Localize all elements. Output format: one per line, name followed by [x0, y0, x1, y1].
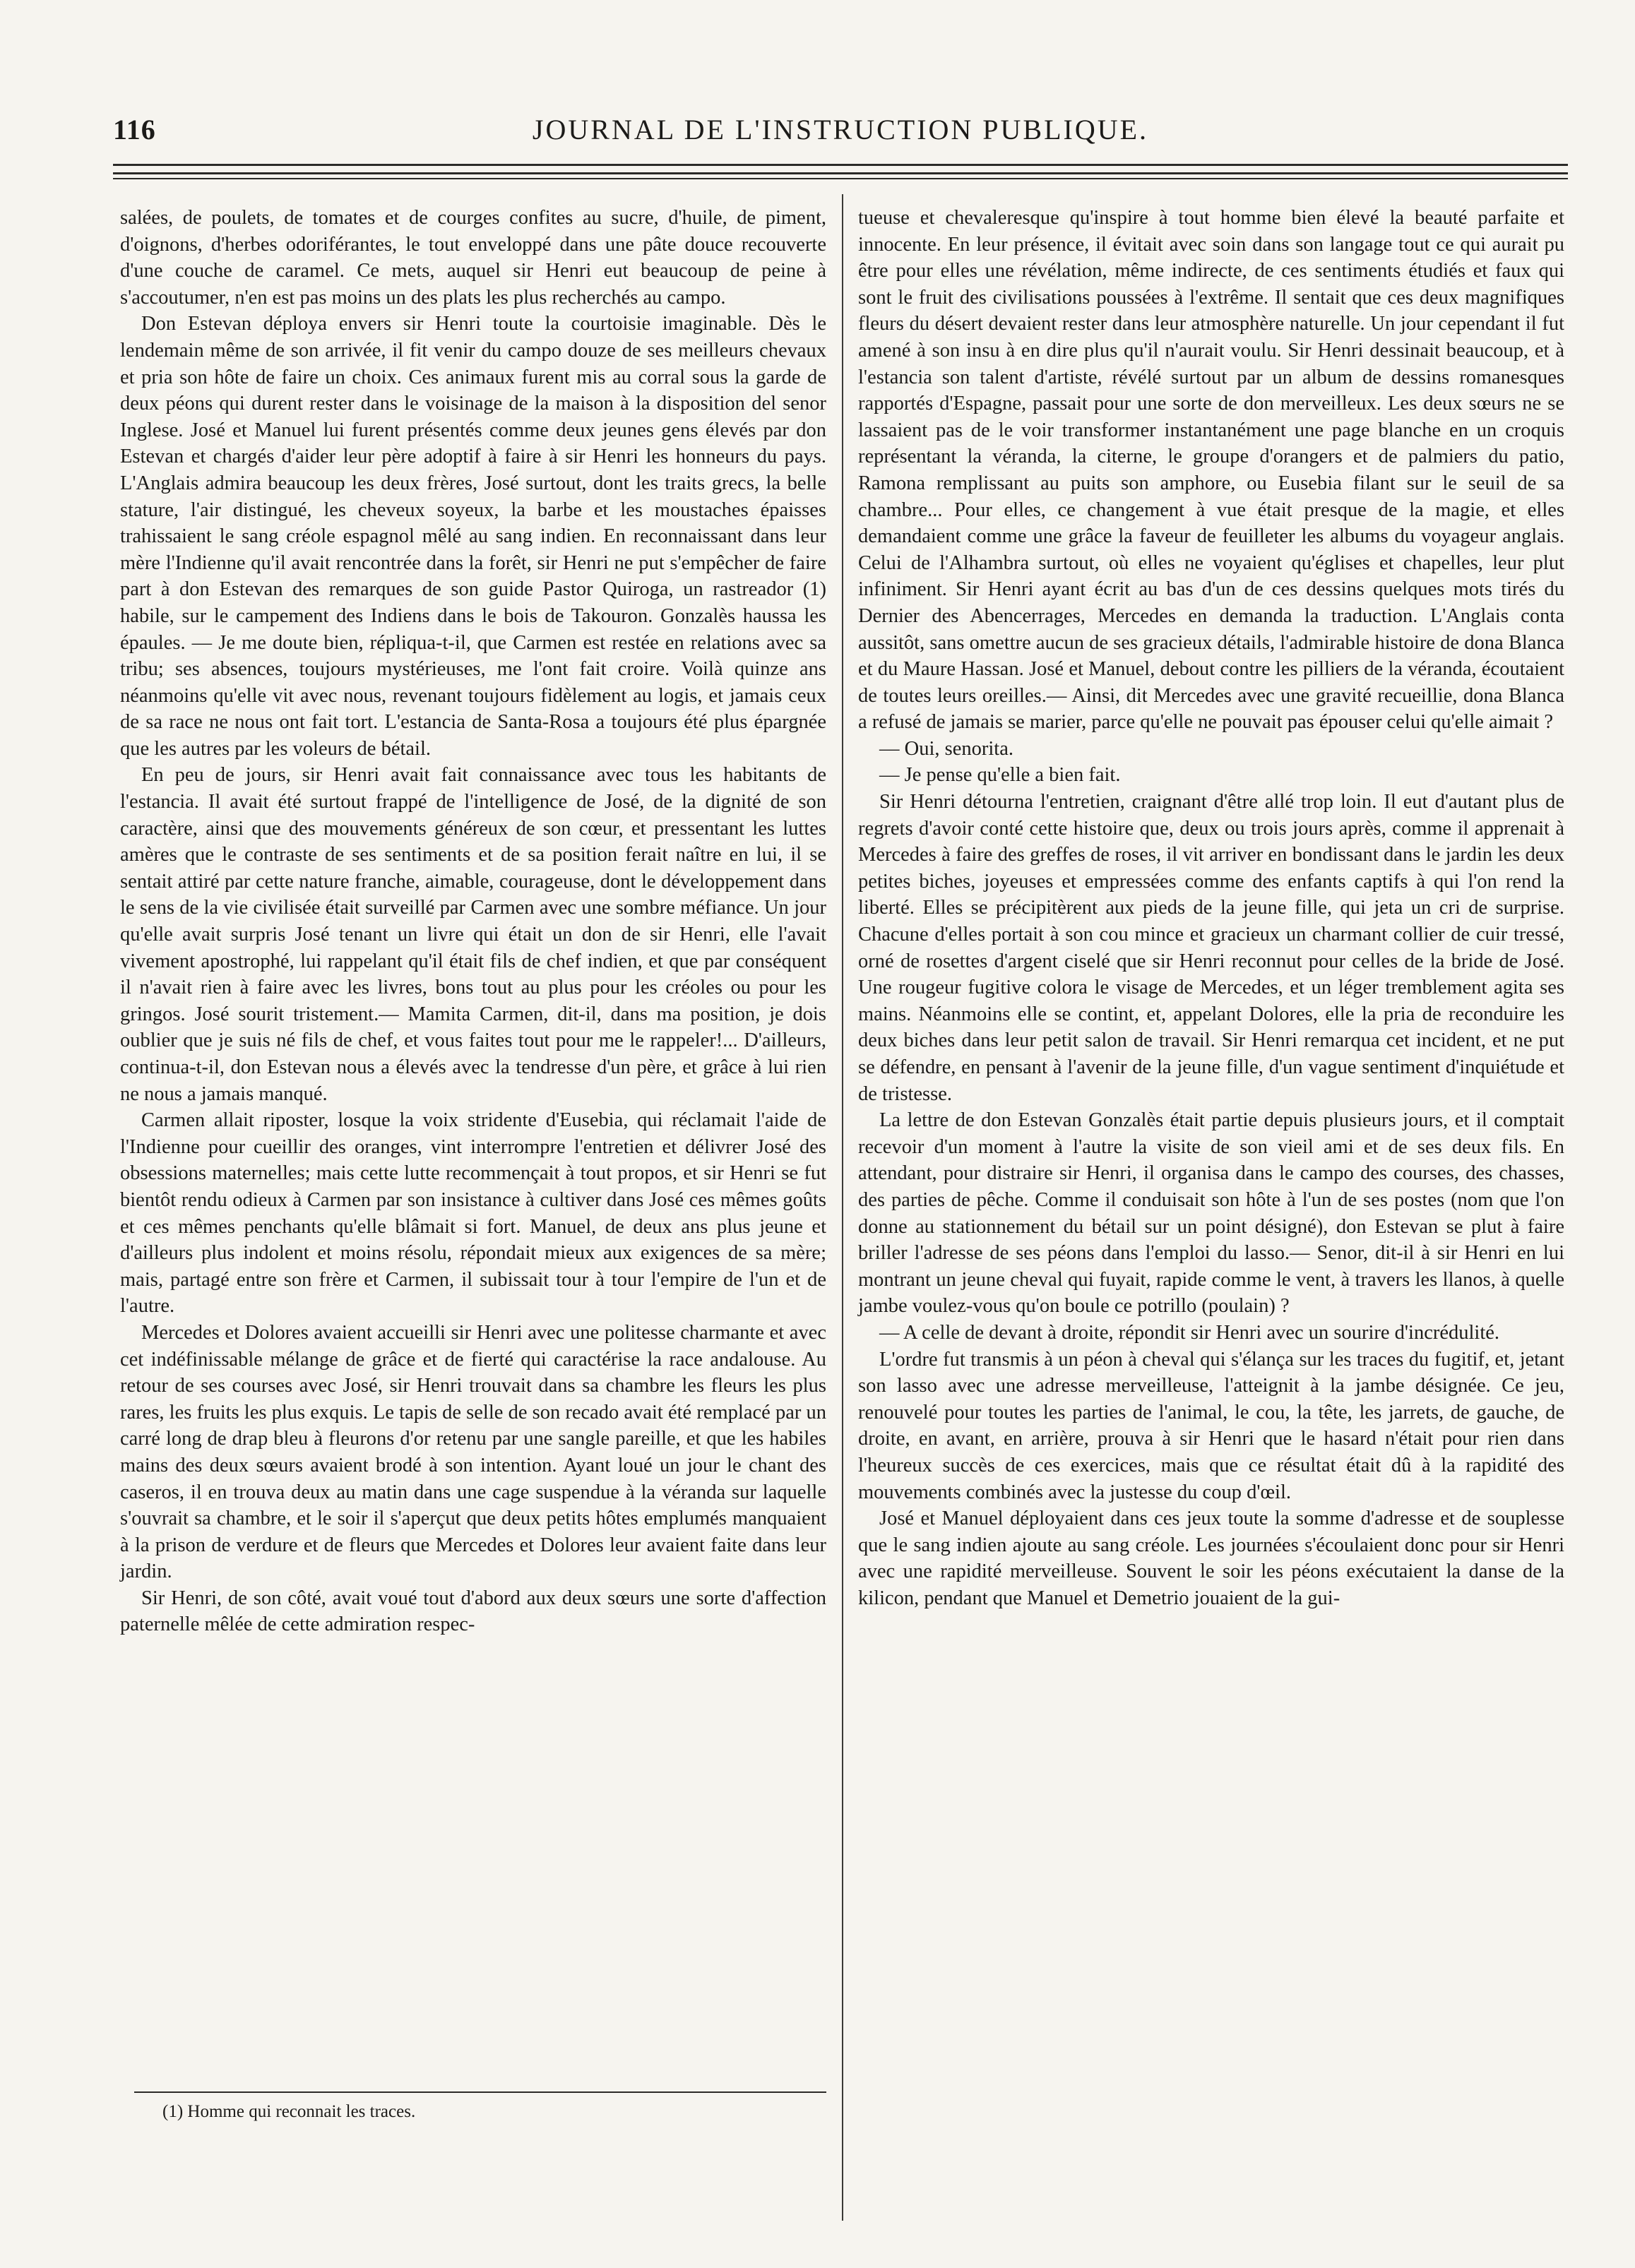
- paragraph: salées, de poulets, de tomates et de courges confites au sucre, d'huile, de piment, d'oignons, d'herbes odoriférantes, le tout enveloppé dans une pâte douce recouverte d'une couche de caramel. Ce mets, auquel sir Henri eut beaucoup de peine à s'accoutumer, n'en est pas moins un des plats les plus recherchés au campo.: [120, 207, 826, 309]
- paragraph: Carmen allait riposter, losque la voix stridente d'Eusebia, qui réclamait l'aide de l'Indienne pour cueillir des oranges, vint interrompre l'entretien et délivrer José des obsessions maternelles; mais cette lutte recommençait à tout propos, et sir Henri se fut bientôt rendu odieux à Carmen par son insistance à cultiver dans José ces mêmes goûts et ces mêmes penchants qu'elle blâmait si fort. Manuel, de deux ans plus jeune et d'ailleurs plus indolent et moins résolu, répondait mieux aux exigences de sa mère; mais, partagé entre son frère et Carmen, il subissait tour à tour l'empire de l'un et de l'autre.: [120, 1109, 826, 1318]
- page-number: 116: [113, 114, 156, 145]
- header-thin-rule: [113, 178, 1568, 179]
- paragraph: José et Manuel déployaient dans ces jeux toute la somme d'adresse et de souplesse que le sang indien ajoute au sang créole. Les journées s'écoulaient donc pour sir Henri avec une rapidité merveilleuse. Souvent le soir les péons exécutaient la danse de la kilicon, pendant que Manuel et Demetrio jouaient de la gui-: [858, 1508, 1564, 1609]
- paragraph: Don Estevan déploya envers sir Henri toute la courtoisie imaginable. Dès le lendemain même de son arrivée, il fit venir du campo douze de ses meilleurs chevaux et pria son hôte de faire un choix. Ces animaux furent mis au corral sous la garde de deux péons qui durent rester dans le voisinage de la maison à la disposition del senor Inglese. José et Manuel lui furent présentés comme deux jeunes gens élevés par don Estevan et chargés d'aider leur père adoptif à faire à sir Henri les honneurs du pays. L'Anglais admira beaucoup les deux frères, José surtout, dont les traits grecs, la belle stature, l'air distingué, les cheveux soyeux, la barbe et les moustaches épaisses trahissaient le sang créole espagnol mêlé au sang indien. En reconnaissant dans leur mère l'Indienne qu'il avait rencontrée dans la forêt, sir Henri ne put s'empêcher de faire part à don Estevan des remarques de son guide Pastor Quiroga, un rastreador (1) habile, sur le campement des Indiens dans le bois de Takouron. Gonzalès haussa les épaules. — Je me doute bien, répliqua-t-il, que Carmen est restée en relations avec sa tribu; ses absences, toujours mystérieuses, me l'ont fait croire. Voilà quinze ans néanmoins qu'elle vit avec nous, revenant toujours fidèlement au logis, et jamais ceux de sa race ne nous ont fait tort. L'estancia de Santa-Rosa a toujours été plus épargnée que les autres par les voleurs de bétail.: [120, 313, 826, 760]
- paragraph: En peu de jours, sir Henri avait fait connaissance avec tous les habitants de l'estancia. Il avait été surtout frappé de l'intelligence de José, de la dignité de son caractère, ainsi que des mouvements généreux de son cœur, et pressentant les luttes amères que le contraste de ses sentiments et de sa position ferait naître en lui, il se sentait attiré par cette nature franche, aimable, courageuse, dont le développement dans le sens de la vie civilisée était surveillé par Carmen avec une sombre méfiance. Un jour qu'elle avait surpris José tenant un livre qui était un don de sir Henri, elle l'avait vivement apostrophé, lui rappelant qu'il était fils de chef indien, et que par conséquent il n'avait rien à faire avec les livres, bons tout au plus pour les créoles ou pour les gringos. José sourit tristement.— Mamita Carmen, dit-il, dans ma position, je dois oublier que je suis né fils de chef, et vous faites tout pour me le rappeler!... D'ailleurs, continua-t-il, don Estevan nous a élevés avec la tendresse d'un père, et grâce à lui rien ne nous a jamais manqué.: [120, 764, 826, 1105]
- footnote-rule: [134, 2091, 826, 2093]
- footnote: (1) Homme qui reconnait les traces.: [162, 2102, 416, 2121]
- paragraph: tueuse et chevaleresque qu'inspire à tout homme bien élevé la beauté parfaite et innocente. En leur présence, il évitait avec soin dans son langage tout ce qui aurait pu être pour elles une révélation, même indirecte, de ces sentiments étudiés et faux qui sont le fruit des civilisations poussées à l'extrême. Il sentait que ces deux magnifiques fleurs du désert devaient rester dans leur atmosphère naturelle. Un jour cependant il fut amené à son insu à en dire plus qu'il n'aurait voulu. Sir Henri dessinait beaucoup, et à l'estancia son talent d'artiste, révélé surtout par un album de dessins romanesques rapportés d'Espagne, passait pour une sorte de don merveilleux. Les deux sœurs ne se lassaient pas de le voir transformer instantanément une page blanche en un croquis représentant la véranda, la citerne, le groupe d'orangers et de palmiers du patio, Ramona remplissant au puits son amphore, ou Eusebia filant sur le seuil de sa chambre... Pour elles, ce changement à vue était presque de la magie, et elles demandaient comme une grâce la faveur de feuilleter les albums du voyageur anglais. Celui de l'Alhambra surtout, où elles ne voyaient qu'églises et chapelles, leur plut infiniment. Sir Henri ayant écrit au bas d'un de ces dessins quelques mots tirés du Dernier des Abencerrages, Mercedes en demanda la traduction. L'Anglais conta aussitôt, sans omettre aucun de ses gracieux détails, l'admirable histoire de dona Blanca et du Maure Hassan. José et Manuel, debout contre les pilliers de la véranda, écoutaient de toutes leurs oreilles.— Ainsi, dit Mercedes avec une gravité recueillie, dona Blanca a refusé de jamais se marier, parce qu'elle ne pouvait pas épouser celui qu'elle aimait ?: [858, 207, 1564, 734]
- column-divider: [842, 194, 843, 2221]
- paragraph: L'ordre fut transmis à un péon à cheval qui s'élança sur les traces du fugitif, et, jetant son lasso avec une adresse merveilleuse, l'atteignit à la jambe désignée. Ce jeu, renouvelé pour toutes les parties de l'animal, le cou, la tête, les jarrets, de gauche, de droite, en avant, en arrière, prouva à sir Henri que le hasard n'était pour rien dans l'heureux succès de ces exercices, mais que ce résultat était dû à la rapidité des mouvements combinés avec la justesse du coup d'œil.: [858, 1348, 1564, 1503]
- paragraph: Sir Henri détourna l'entretien, craignant d'être allé trop loin. Il eut d'autant plus de regrets d'avoir conté cette histoire que, deux ou trois jours après, comme il apprenait à Mercedes à faire des greffes de roses, il vit arriver en bondissant dans le jardin les deux petites biches, joyeuses et empressées comme des enfants captifs à qui l'on rend la liberté. Elles se précipitèrent aux pieds de la jeune fille, qui jeta un cri de surprise. Chacune d'elles portait à son cou mince et gracieux un charmant collier de cuir tressé, orné de rosettes d'argent ciselé que sir Henri reconnut pour celles de la bride de José. Une rougeur fugitive colora le visage de Mercedes, et un léger tremblement agita ses mains. Néanmoins elle se contint, et, appelant Dolores, elle la pria de reconduire les deux biches dans leur petit salon de travail. Sir Henri remarqua cet incident, et ne put se défendre, en pensant à l'avenir de la jeune fille, d'un vague sentiment d'inquiétude et de tristesse.: [858, 791, 1564, 1105]
- paragraph: — Oui, senorita.: [879, 737, 1013, 760]
- left-column: [120, 205, 826, 1638]
- running-head: JOURNAL DE L'INSTRUCTION PUBLIQUE.: [532, 114, 1149, 145]
- paragraph: Sir Henri, de son côté, avait voué tout d'abord aux deux sœurs une sorte d'affection paternelle mêlée de cette admiration respec-: [120, 1587, 826, 1636]
- paragraph: — A celle de devant à droite, répondit sir Henri avec un sourire d'incrédulité.: [879, 1321, 1500, 1344]
- paragraph: La lettre de don Estevan Gonzalès était partie depuis plusieurs jours, et il comptait recevoir d'un moment à l'autre la visite de son vieil ami et de ses deux fils. En attendant, pour distraire sir Henri, il organisa dans le campo des courses, des chasses, des parties de pêche. Comme il conduisait son hôte à l'un de ses postes (nom que l'on donne au stationnement du bétail sur un point désigné), don Estevan se plut à faire briller l'adresse de ses péons dans l'emploi du lasso.— Senor, dit-il à sir Henri en lui montrant un jeune cheval qui fuyait, rapide comme le vent, à travers les llanos, à quelle jambe voulez-vous qu'on boule ce potrillo (poulain) ?: [858, 1109, 1564, 1318]
- paragraph: Mercedes et Dolores avaient accueilli sir Henri avec une politesse charmante et avec cet indéfinissable mélange de grâce et de fierté qui caractérise la race andalouse. Au retour de ses courses avec José, sir Henri trouvait dans sa chambre les fleurs les plus rares, les fruits les plus exquis. Le tapis de selle de son recado avait été remplacé par un carré long de drap bleu à fleurons d'or retenu par une sangle pareille, et que les habiles mains des deux sœurs avaient brodé à son intention. Ayant loué un jour le chant des caseros, il en trouva deux au matin dans une cage suspendue à la véranda sur laquelle s'ouvrait sa chambre, et le soir il s'aperçut que deux petits hôtes emplumés manquaient à la prison de verdure et de fleurs que Mercedes et Dolores leur avaient faite dans leur jardin.: [120, 1321, 826, 1583]
- header-double-rule: [113, 164, 1568, 174]
- page-header: [113, 113, 1568, 155]
- right-column: [858, 205, 1564, 1611]
- paragraph: — Je pense qu'elle a bien fait.: [879, 764, 1121, 787]
